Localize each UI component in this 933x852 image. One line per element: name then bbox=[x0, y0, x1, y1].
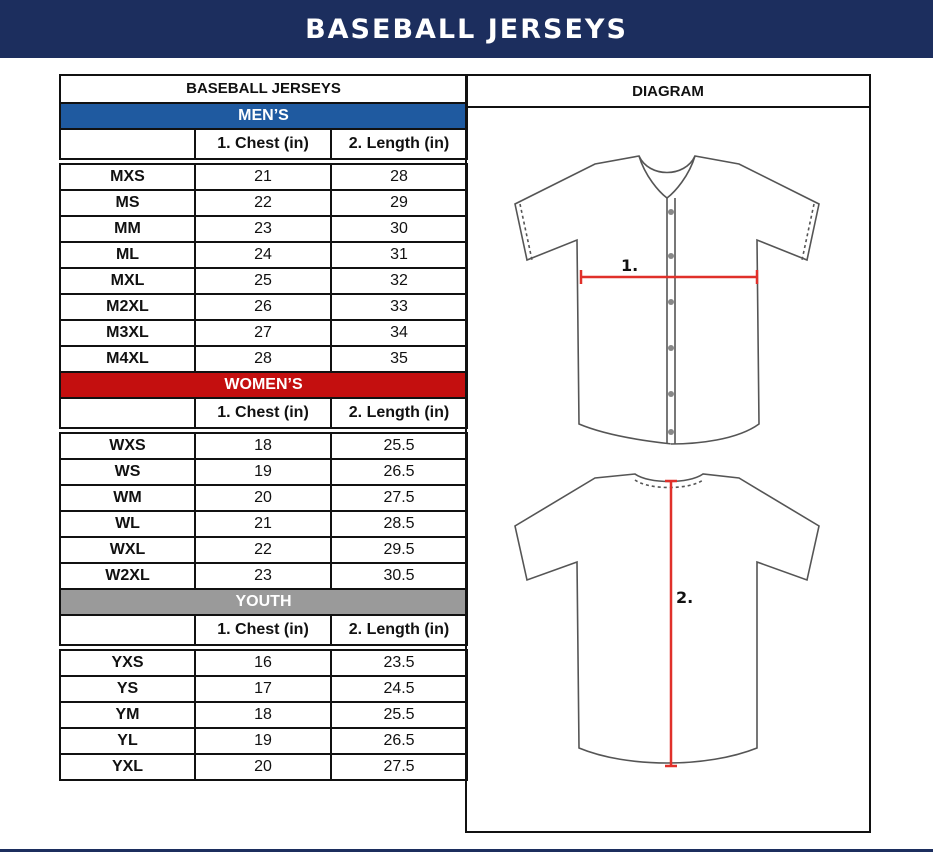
chest-cell: 25 bbox=[195, 268, 331, 294]
size-cell: W2XL bbox=[60, 563, 195, 589]
table-row bbox=[60, 676, 467, 702]
size-cell: M3XL bbox=[60, 320, 195, 346]
size-chart-table bbox=[59, 74, 468, 781]
chest-cell: 20 bbox=[195, 754, 331, 780]
table-row bbox=[60, 650, 467, 676]
chest-cell: 26 bbox=[195, 294, 331, 320]
youth-column-header-row bbox=[60, 615, 467, 645]
size-cell: YXL bbox=[60, 754, 195, 780]
jersey-back-drawing bbox=[515, 474, 819, 763]
length-cell: 27.5 bbox=[331, 485, 467, 511]
length-cell: 34 bbox=[331, 320, 467, 346]
size-cell: MXS bbox=[60, 164, 195, 190]
length-cell: 31 bbox=[331, 242, 467, 268]
diagram-title: DIAGRAM bbox=[467, 76, 869, 108]
blank-header-cell bbox=[60, 615, 195, 645]
length-column-header: 2. Length (in) bbox=[331, 398, 467, 428]
chest-cell: 22 bbox=[195, 190, 331, 216]
length-cell: 26.5 bbox=[331, 728, 467, 754]
table-row bbox=[60, 268, 467, 294]
size-cell: WM bbox=[60, 485, 195, 511]
womens-section-label: WOMEN’S bbox=[60, 372, 467, 398]
size-cell: WS bbox=[60, 459, 195, 485]
table-row bbox=[60, 563, 467, 589]
youth-section-row bbox=[60, 589, 467, 615]
length-cell: 29 bbox=[331, 190, 467, 216]
jersey-front-drawing bbox=[515, 156, 819, 444]
length-cell: 27.5 bbox=[331, 754, 467, 780]
length-cell: 25.5 bbox=[331, 433, 467, 459]
length-column-header: 2. Length (in) bbox=[331, 129, 467, 159]
jersey-diagrams bbox=[467, 106, 869, 831]
size-cell: YM bbox=[60, 702, 195, 728]
table-row bbox=[60, 459, 467, 485]
table-row bbox=[60, 511, 467, 537]
chest-column-header: 1. Chest (in) bbox=[195, 398, 331, 428]
mens-column-header-row bbox=[60, 129, 467, 159]
chest-cell: 21 bbox=[195, 511, 331, 537]
length-cell: 28 bbox=[331, 164, 467, 190]
size-cell: YL bbox=[60, 728, 195, 754]
table-row bbox=[60, 164, 467, 190]
table-row bbox=[60, 433, 467, 459]
size-cell: M4XL bbox=[60, 346, 195, 372]
chest-cell: 18 bbox=[195, 702, 331, 728]
youth-section-label: YOUTH bbox=[60, 589, 467, 615]
table-row bbox=[60, 728, 467, 754]
chest-cell: 20 bbox=[195, 485, 331, 511]
length-measure-label: 2. bbox=[676, 588, 694, 607]
chest-cell: 17 bbox=[195, 676, 331, 702]
size-cell: YS bbox=[60, 676, 195, 702]
chest-cell: 28 bbox=[195, 346, 331, 372]
table-row bbox=[60, 216, 467, 242]
table-row bbox=[60, 190, 467, 216]
size-cell: WXS bbox=[60, 433, 195, 459]
size-cell: M2XL bbox=[60, 294, 195, 320]
table-row bbox=[60, 754, 467, 780]
table-header-row bbox=[60, 75, 467, 103]
chest-cell: 19 bbox=[195, 459, 331, 485]
mens-section-row bbox=[60, 103, 467, 129]
blank-header-cell bbox=[60, 398, 195, 428]
size-cell: WL bbox=[60, 511, 195, 537]
chest-cell: 24 bbox=[195, 242, 331, 268]
womens-column-header-row bbox=[60, 398, 467, 428]
size-cell: MM bbox=[60, 216, 195, 242]
table-row bbox=[60, 485, 467, 511]
length-cell: 30.5 bbox=[331, 563, 467, 589]
chest-cell: 23 bbox=[195, 563, 331, 589]
length-cell: 23.5 bbox=[331, 650, 467, 676]
length-column-header: 2. Length (in) bbox=[331, 615, 467, 645]
length-cell: 35 bbox=[331, 346, 467, 372]
table-row bbox=[60, 702, 467, 728]
size-cell: WXL bbox=[60, 537, 195, 563]
size-cell: YXS bbox=[60, 650, 195, 676]
length-cell: 28.5 bbox=[331, 511, 467, 537]
chest-column-header: 1. Chest (in) bbox=[195, 129, 331, 159]
chest-column-header: 1. Chest (in) bbox=[195, 615, 331, 645]
mens-section-label: MEN’S bbox=[60, 103, 467, 129]
size-cell: MXL bbox=[60, 268, 195, 294]
length-cell: 24.5 bbox=[331, 676, 467, 702]
chest-cell: 22 bbox=[195, 537, 331, 563]
chest-cell: 23 bbox=[195, 216, 331, 242]
table-row bbox=[60, 242, 467, 268]
diagram-panel bbox=[465, 74, 871, 833]
chest-cell: 27 bbox=[195, 320, 331, 346]
womens-section-row bbox=[60, 372, 467, 398]
length-cell: 29.5 bbox=[331, 537, 467, 563]
chest-cell: 16 bbox=[195, 650, 331, 676]
blank-header-cell bbox=[60, 129, 195, 159]
length-cell: 30 bbox=[331, 216, 467, 242]
table-row bbox=[60, 294, 467, 320]
length-cell: 33 bbox=[331, 294, 467, 320]
size-cell: ML bbox=[60, 242, 195, 268]
chest-measure-label: 1. bbox=[621, 256, 639, 275]
table-title: BASEBALL JERSEYS bbox=[60, 75, 467, 103]
page-title: BASEBALL JERSEYS bbox=[305, 13, 628, 45]
length-cell: 25.5 bbox=[331, 702, 467, 728]
length-cell: 32 bbox=[331, 268, 467, 294]
chest-cell: 18 bbox=[195, 433, 331, 459]
table-row bbox=[60, 537, 467, 563]
size-cell: MS bbox=[60, 190, 195, 216]
chest-cell: 19 bbox=[195, 728, 331, 754]
table-row bbox=[60, 320, 467, 346]
header-banner bbox=[0, 0, 933, 58]
chest-cell: 21 bbox=[195, 164, 331, 190]
table-row bbox=[60, 346, 467, 372]
length-cell: 26.5 bbox=[331, 459, 467, 485]
